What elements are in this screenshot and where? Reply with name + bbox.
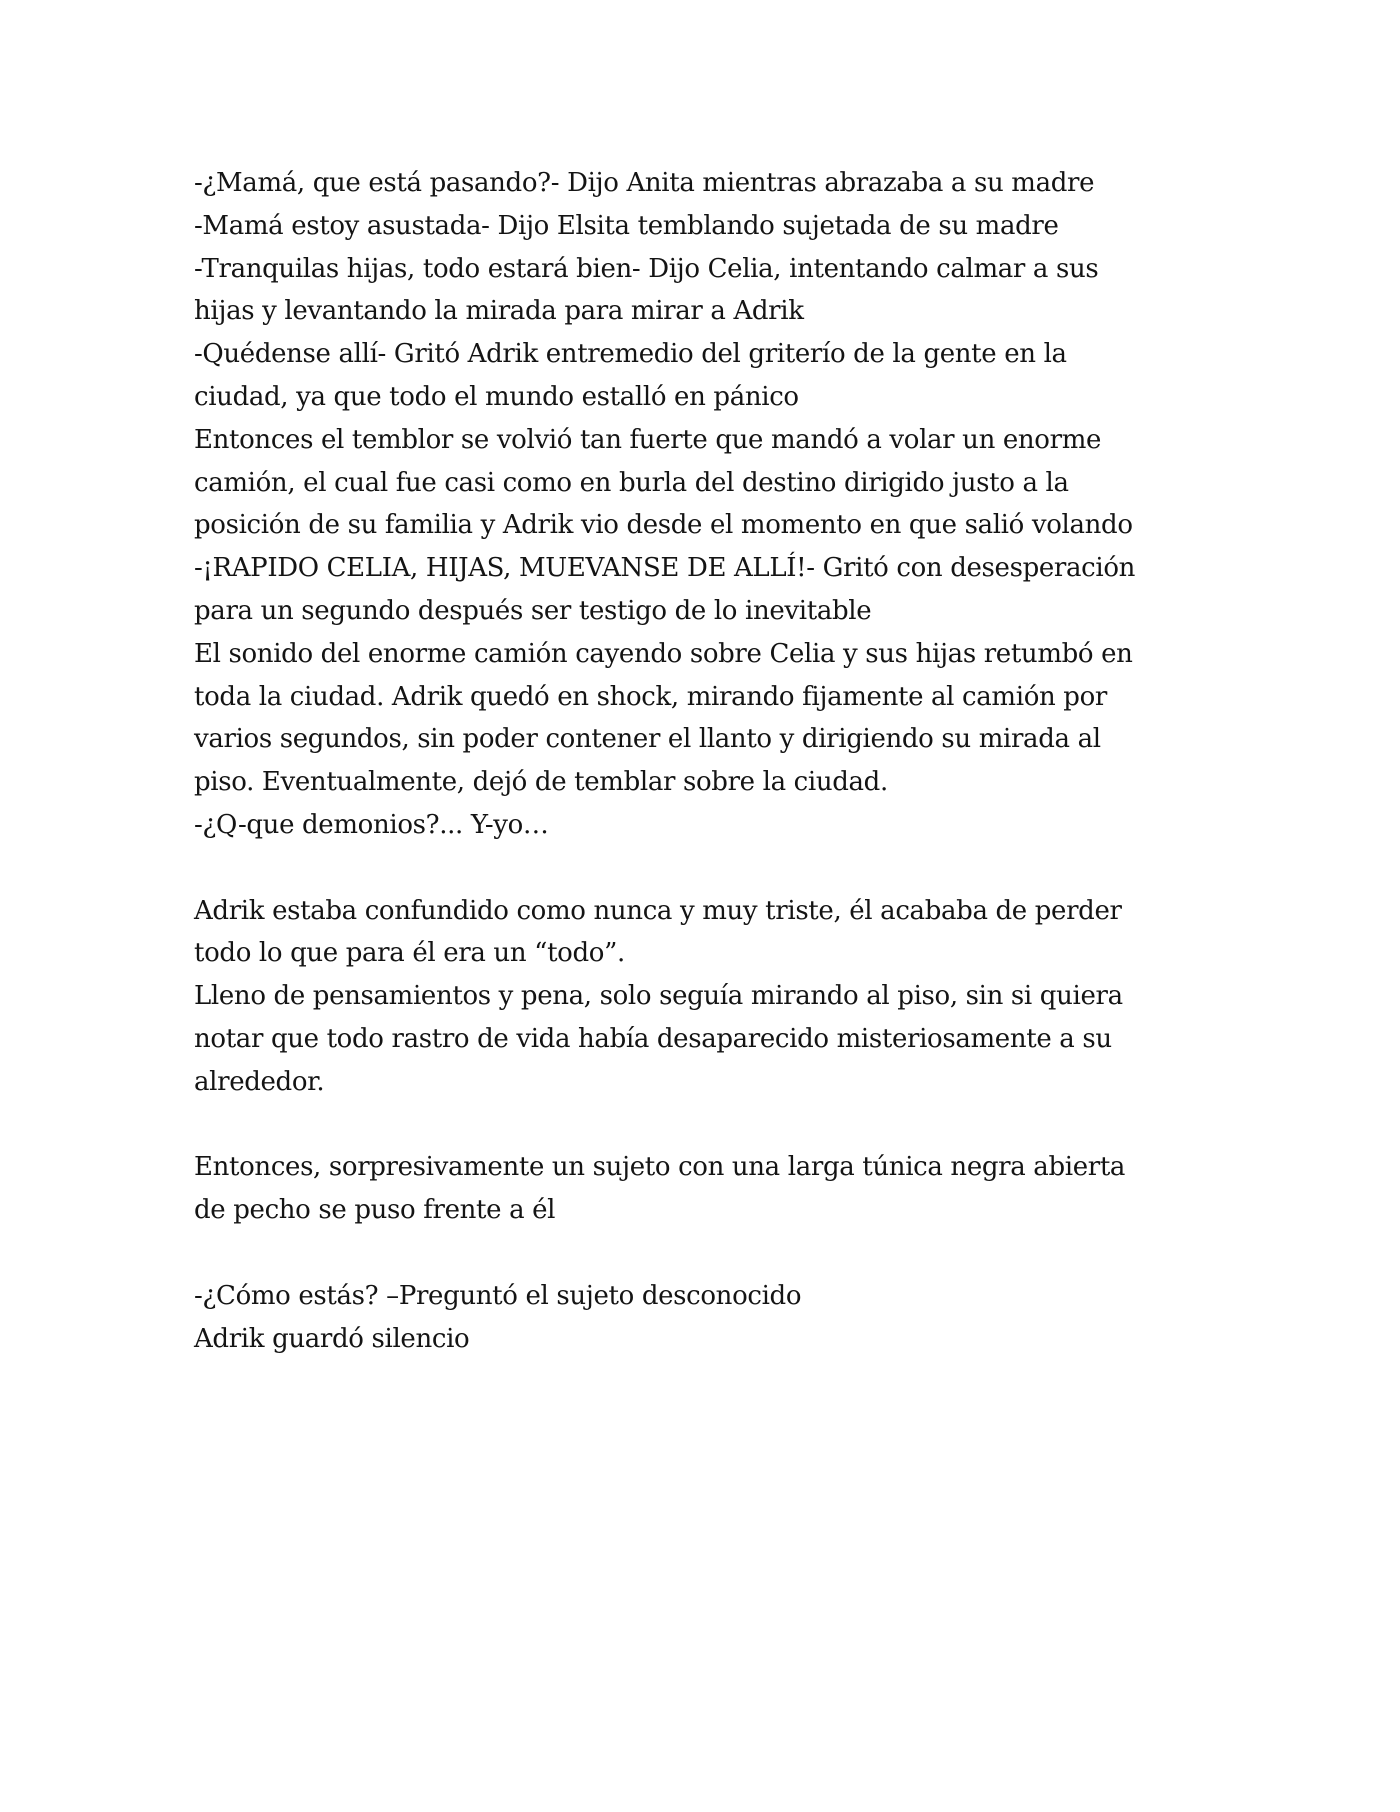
text-line: hijas y levantando la mirada para mirar a Adrik <box>194 296 804 327</box>
text-line: -¿Cómo estás? –Preguntó el sujeto desconocido <box>194 1280 802 1311</box>
text-line: varios segundos, sin poder contener el llanto y dirigiendo su mirada al <box>194 724 1101 755</box>
text-line: El sonido del enorme camión cayendo sobre Celia y sus hijas retumbó en <box>194 638 1133 669</box>
blank-line <box>194 1232 1224 1275</box>
text-line: Entonces el temblor se volvió tan fuerte que mandó a volar un enorme <box>194 424 1102 455</box>
paragraph-group-4 <box>194 1275 1224 1361</box>
text-line: -¡RAPIDO CELIA, HIJAS, MUEVANSE DE ALLÍ!- Gritó con desesperación <box>194 553 1136 584</box>
text-line: para un segundo después ser testigo de lo inevitable <box>194 595 872 626</box>
document-body <box>194 162 1224 1360</box>
text-line: de pecho se puso frente a él <box>194 1195 556 1226</box>
text-line: -¿Mamá, que está pasando?- Dijo Anita mientras abrazaba a su madre <box>194 168 1095 198</box>
text-line: toda la ciudad. Adrik quedó en shock, mirando fijamente al camión por <box>194 681 1107 712</box>
paragraph-group-1 <box>194 162 1224 847</box>
blank-line <box>194 1104 1224 1147</box>
text-line: Lleno de pensamientos y pena, solo seguía mirando al piso, sin si quiera <box>194 981 1123 1012</box>
text-line: piso. Eventualmente, dejó de temblar sobre la ciudad. <box>194 767 888 798</box>
text-line: -Quédense allí- Gritó Adrik entremedio del griterío de la gente en la <box>194 339 1067 370</box>
text-line: Adrik guardó silencio <box>194 1323 470 1354</box>
text-line: posición de su familia y Adrik vio desde el momento en que salió volando <box>194 510 1133 541</box>
text-line: -¿Q-que demonios?... Y-yo… <box>194 809 549 840</box>
text-line: alrededor. <box>194 1066 325 1097</box>
text-line: notar que todo rastro de vida había desaparecido misteriosamente a su <box>194 1023 1112 1054</box>
text-line: -Mamá estoy asustada- Dijo Elsita temblando sujetada de su madre <box>194 210 1059 241</box>
text-line: Entonces, sorpresivamente un sujeto con una larga túnica negra abierta <box>194 1152 1126 1183</box>
text-line: Adrik estaba confundido como nunca y muy triste, él acababa de perder <box>194 895 1122 926</box>
blank-line <box>194 847 1224 890</box>
text-line: ciudad, ya que todo el mundo estalló en pánico <box>194 381 799 412</box>
text-line: todo lo que para él era un “todo”. <box>194 938 625 969</box>
paragraph-group-3 <box>194 1146 1224 1232</box>
text-line: -Tranquilas hijas, todo estará bien- Dijo Celia, intentando calmar a sus <box>194 253 1099 284</box>
paragraph-group-2 <box>194 890 1224 1104</box>
text-line: camión, el cual fue casi como en burla del destino dirigido justo a la <box>194 467 1069 498</box>
